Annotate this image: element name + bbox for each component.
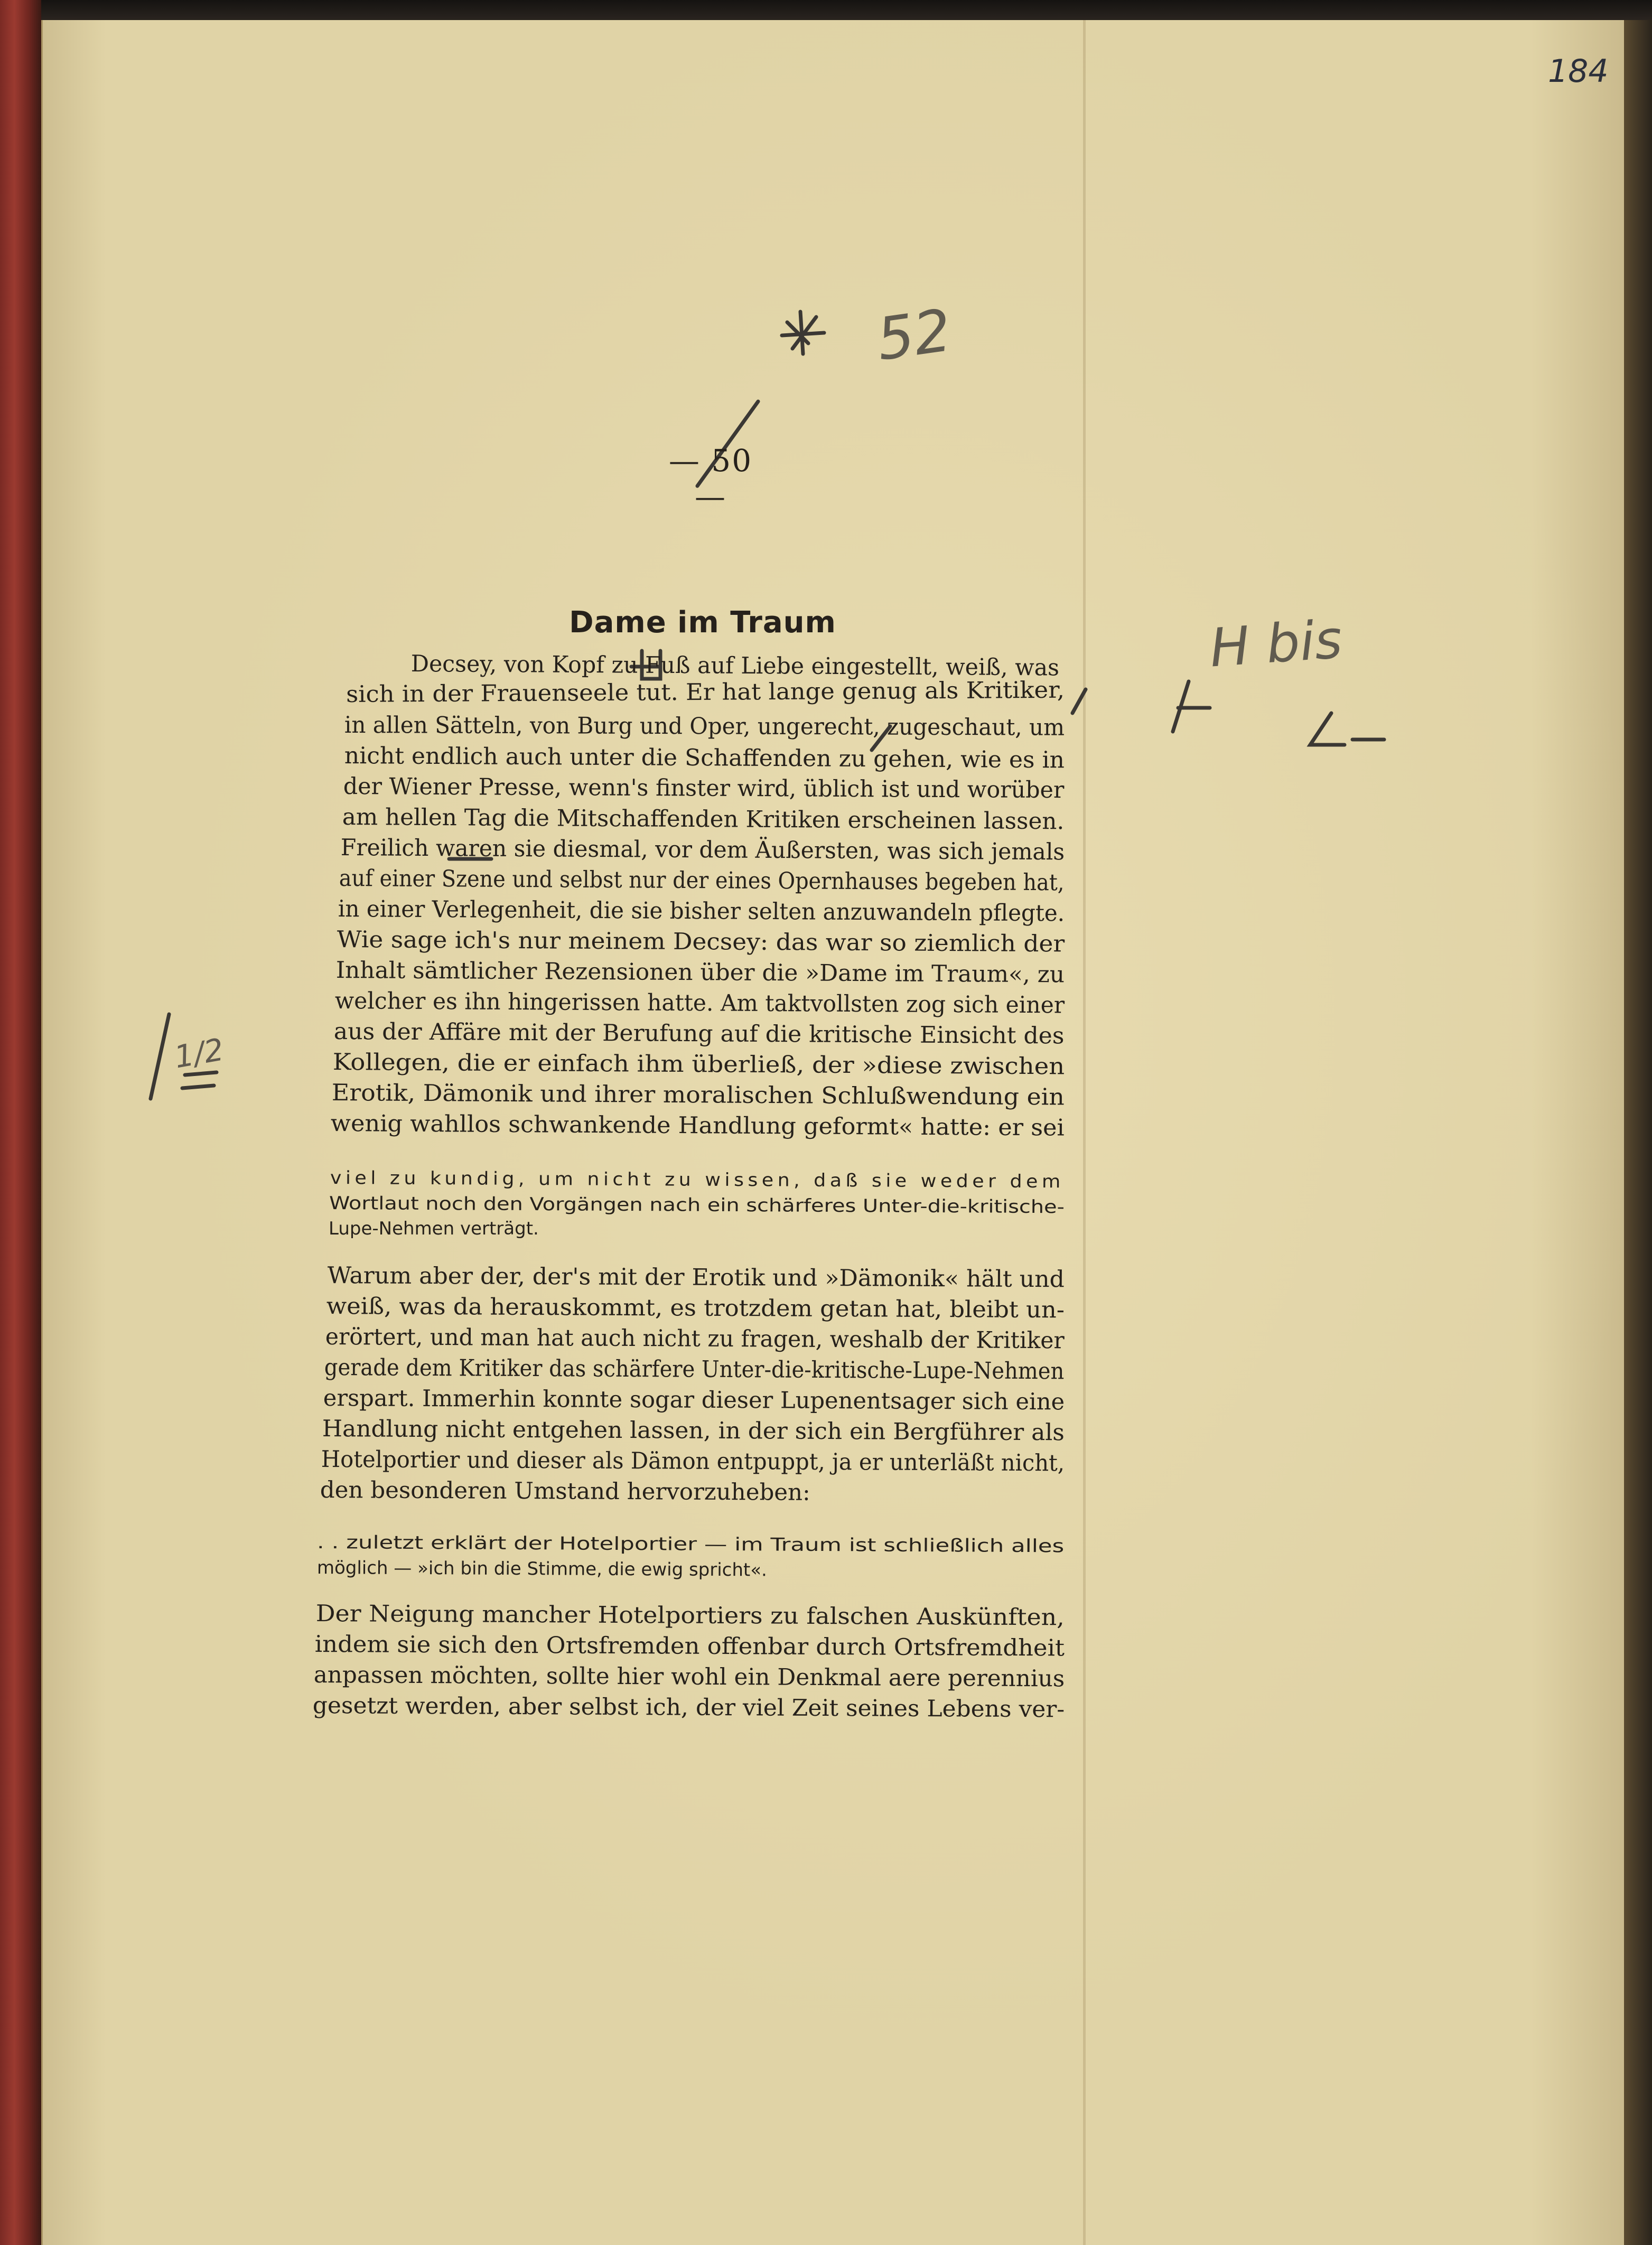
text-line: Erotik, Dämonik und ihrer moralischen Schlußwendung ein [331,1080,1065,1111]
text-line: in einer Verlegenheit, die sie bisher selten anzuwandeln pflegte. [338,896,1065,927]
text-line: Kollegen, die er einfach ihm überließ, der »diese zwischen [332,1049,1065,1080]
text-line: der Wiener Presse, wenn's finster wird, üblich ist und worüber [343,773,1065,804]
text-line: Hotelportier und dieser als Dämon entpuppt, ja er unterläßt nicht, [321,1446,1065,1477]
text-line: wenig wahllos schwankende Handlung geformt« hatte: er sei [330,1110,1065,1142]
quote-line: . . zuletzt erklärt der Hotelportier — im Traum ist schließlich alles [316,1532,1065,1557]
text-line: nicht endlich auch unter die Schaffenden zu gehen, wie es in [344,743,1065,774]
text-line: gesetzt werden, aber selbst ich, der viel Zeit seines Lebens ver- [312,1692,1065,1723]
text-line: erörtert, und man hat auch nicht zu fragen, weshalb der Kritiker [325,1324,1065,1354]
text-line: Decsey, von Kopf zu Fuß auf Liebe eingestellt, weiß, was [410,651,1060,681]
folio-number-handwritten: 184 [1548,53,1609,90]
text-line: anpassen möchten, sollte hier wohl ein Denkmal aere perennius [313,1662,1065,1692]
text-line: welcher es ihn hingerissen hatte. Am taktvollsten zog sich einer [334,988,1065,1019]
text-line: erspart. Immerhin konnte sogar dieser Lupenentsager sich eine [323,1385,1065,1416]
text-line: in allen Sätteln, von Burg und Oper, ungerecht, zugeschaut, um [344,712,1065,741]
pencil-annotation-right: H bis [1208,608,1345,679]
printed-page-number: — 50 — [668,443,753,515]
text-line: am hellen Tag die Mitschaffenden Kritiken erscheinen lassen. [342,804,1065,835]
text-line: gerade dem Kritiker das schärfere Unter-die-kritische-Lupe-Nehmen [324,1354,1065,1385]
text-line: Inhalt sämtlicher Rezensionen über die »Dame im Traum«, zu [335,957,1065,988]
text-line: den besonderen Umstand hervorzuheben: [320,1477,810,1506]
text-line: Warum aber der, der's mit der Erotik und »Dämonik« hält und [327,1262,1065,1293]
text-line: auf einer Szene und selbst nur der eines Opernhauses begeben hat, [339,865,1065,896]
text-line: indem sie sich den Ortsfremden offenbar durch Ortsfremdheit [314,1631,1065,1662]
article-heading: Dame im Traum [569,605,836,640]
quote-line: viel zu kundig, um nicht zu wissen, daß sie weder dem [330,1167,1065,1193]
text-line: Freilich waren sie diesmal, vor dem Äußersten, was sich jemals [340,835,1065,866]
text-line: Wie sage ich's nur meinem Decsey: das war so ziemlich der [337,927,1065,958]
text-line: aus der Affäre mit der Berufung auf die kritische Einsicht des [333,1018,1065,1050]
pencil-annotation-top: 52 [872,296,956,374]
text-line: Der Neigung mancher Hotelportiers zu falschen Auskünften, [315,1601,1065,1631]
text-line: sich in der Frauenseele tut. Er hat lange genug als Kritiker, [346,677,1065,708]
pencil-annotation-left: 1/2 [171,1031,227,1075]
quote-line: Wortlaut noch den Vorgängen nach ein schärferes Unter-die-kritische- [329,1193,1065,1218]
quote-line: möglich — »ich bin die Stimme, die ewig spricht«. [316,1557,768,1581]
text-line: weiß, was da herauskommt, es trotzdem getan hat, bleibt un- [326,1293,1065,1324]
quote-line: Lupe-Nehmen verträgt. [329,1218,539,1239]
text-line: Handlung nicht entgehen lassen, in der sich ein Bergführer als [322,1416,1065,1446]
